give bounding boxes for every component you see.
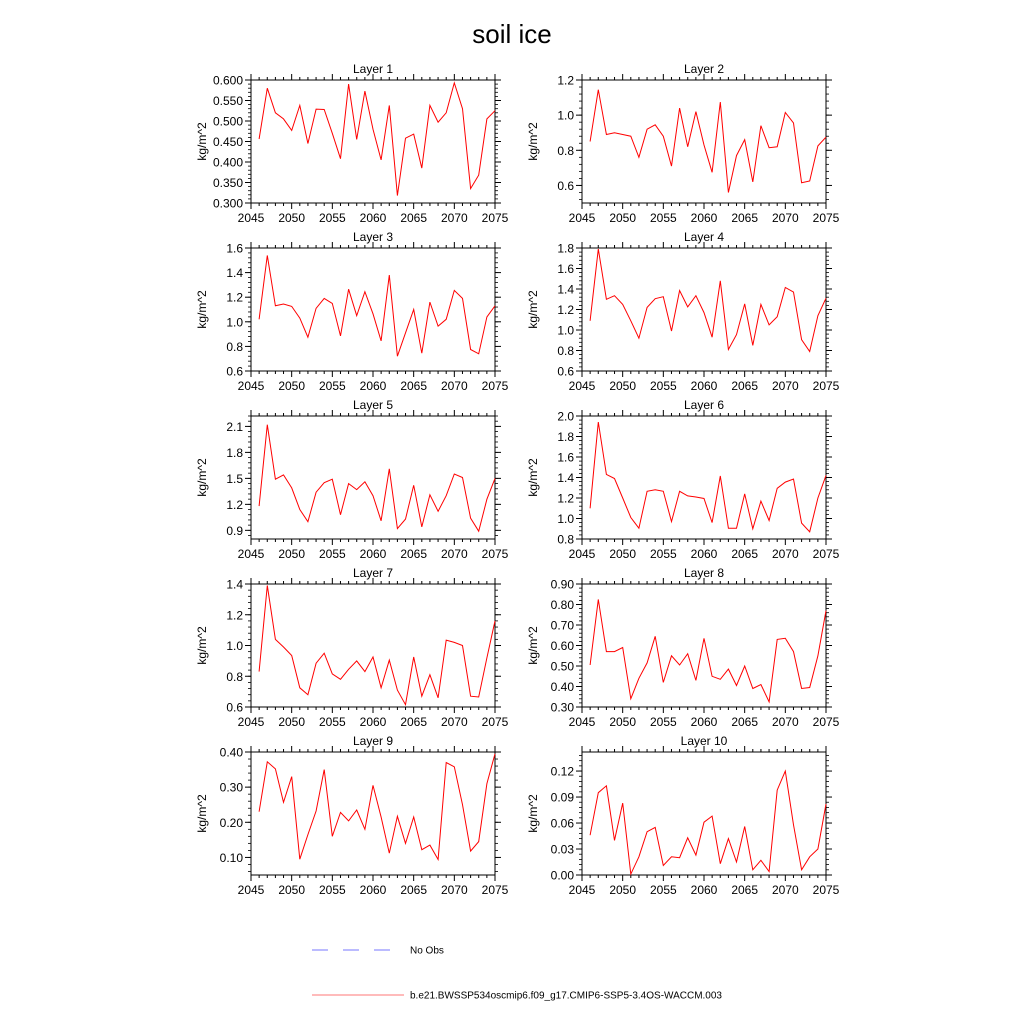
x-tick-label: 2050	[609, 211, 637, 225]
y-axis-label: kg/m^2	[195, 290, 209, 329]
panel-title: Layer 2	[683, 62, 725, 76]
y-tick-label: 2.0	[557, 409, 574, 424]
x-tick-label: 2070	[440, 211, 468, 225]
series-line	[590, 422, 826, 532]
x-tick-label: 2060	[690, 883, 718, 897]
x-tick-label: 2075	[481, 883, 509, 897]
x-tick-label: 2045	[237, 379, 265, 393]
panel-title: Layer 3	[352, 230, 394, 244]
y-tick-label: 1.8	[557, 430, 574, 444]
x-tick-label: 2070	[771, 547, 799, 561]
panel-title: Layer 8	[683, 566, 725, 580]
x-tick-label: 2060	[359, 379, 387, 393]
panel-1	[195, 62, 509, 225]
y-tick-label: 0.70	[550, 618, 574, 633]
series-line	[259, 83, 495, 196]
y-tick-label: 0.6	[226, 364, 243, 379]
panel-7	[195, 566, 509, 729]
x-tick-label: 2045	[568, 379, 596, 393]
x-tick-label: 2045	[237, 715, 265, 729]
y-tick-label: 1.0	[226, 639, 243, 653]
x-tick-label: 2060	[359, 211, 387, 225]
x-tick-label: 2070	[440, 379, 468, 393]
y-tick-label: 0.400	[212, 155, 243, 170]
panel-6	[526, 398, 840, 561]
panel-3	[195, 230, 509, 393]
y-tick-label: 1.6	[557, 262, 574, 276]
x-tick-label: 2055	[318, 379, 346, 393]
y-axis-label: kg/m^2	[195, 794, 209, 833]
y-axis-label: kg/m^2	[526, 458, 540, 497]
y-tick-label: 0.80	[550, 598, 574, 612]
chart-title: soil ice	[472, 19, 552, 49]
panel-title: Layer 5	[352, 398, 394, 412]
panel-title: Layer 7	[352, 566, 394, 580]
y-axis-label: kg/m^2	[526, 290, 540, 329]
y-tick-label: 0.03	[550, 842, 574, 857]
x-tick-label: 2075	[812, 211, 840, 225]
y-tick-label: 0.500	[212, 114, 243, 129]
y-tick-label: 0.06	[550, 816, 574, 831]
x-tick-label: 2060	[359, 883, 387, 897]
y-axis-label: kg/m^2	[195, 122, 209, 161]
x-tick-label: 2065	[400, 211, 428, 225]
x-tick-label: 2075	[812, 883, 840, 897]
x-tick-label: 2045	[568, 883, 596, 897]
y-tick-label: 0.30	[219, 780, 243, 795]
x-tick-label: 2045	[568, 715, 596, 729]
x-tick-label: 2045	[568, 547, 596, 561]
x-tick-label: 2050	[278, 883, 306, 897]
y-tick-label: 0.40	[550, 680, 574, 694]
panel-title: Layer 1	[352, 62, 394, 76]
y-tick-label: 0.450	[212, 135, 243, 149]
legend	[312, 946, 722, 1002]
series-line	[259, 754, 495, 860]
y-tick-label: 0.550	[212, 94, 243, 108]
y-tick-label: 1.4	[557, 471, 574, 485]
y-tick-label: 0.40	[219, 745, 243, 760]
y-tick-label: 1.4	[226, 266, 243, 281]
y-tick-label: 0.600	[212, 73, 243, 88]
y-axis-label: kg/m^2	[526, 122, 540, 161]
y-tick-label: 0.6	[226, 700, 243, 715]
x-tick-label: 2045	[568, 211, 596, 225]
panel-4	[526, 230, 840, 393]
y-tick-label: 1.8	[557, 241, 574, 256]
x-tick-label: 2055	[649, 547, 677, 561]
series-line	[590, 90, 826, 193]
panel-8	[526, 566, 840, 729]
x-tick-label: 2050	[278, 379, 306, 393]
x-tick-label: 2065	[731, 715, 759, 729]
panel-9	[195, 734, 509, 897]
y-tick-label: 0.12	[550, 764, 574, 779]
x-tick-label: 2070	[440, 883, 468, 897]
series-line	[259, 586, 495, 705]
series-line	[259, 255, 495, 356]
x-tick-label: 2075	[812, 379, 840, 393]
x-tick-label: 2070	[440, 547, 468, 561]
x-tick-label: 2070	[440, 715, 468, 729]
y-tick-label: 2.1	[226, 419, 243, 434]
y-tick-label: 0.8	[557, 532, 574, 547]
plot-frame	[582, 752, 826, 875]
series-line	[590, 771, 826, 874]
plot-frame	[582, 80, 826, 203]
legend-label-model: b.e21.BWSSP534oscmip6.f09_g17.CMIP6-SSP5-3.4OS-WACCM.003	[410, 990, 722, 1002]
x-tick-label: 2055	[649, 379, 677, 393]
x-tick-label: 2060	[359, 715, 387, 729]
plot-frame	[251, 584, 495, 707]
x-tick-label: 2055	[649, 883, 677, 897]
plot-frame	[251, 80, 495, 203]
y-tick-label: 1.0	[557, 108, 574, 123]
y-tick-label: 0.8	[557, 344, 574, 358]
x-tick-label: 2055	[318, 883, 346, 897]
x-tick-label: 2050	[278, 211, 306, 225]
y-tick-label: 1.6	[226, 241, 243, 256]
x-tick-label: 2055	[318, 211, 346, 225]
x-tick-label: 2075	[481, 547, 509, 561]
x-tick-label: 2075	[481, 211, 509, 225]
x-tick-label: 2065	[400, 715, 428, 729]
x-tick-label: 2050	[609, 883, 637, 897]
y-tick-label: 0.8	[226, 669, 243, 684]
x-tick-label: 2050	[609, 547, 637, 561]
y-tick-label: 0.6	[557, 364, 574, 379]
y-tick-label: 1.5	[226, 471, 243, 486]
x-tick-label: 2075	[812, 547, 840, 561]
x-tick-label: 2065	[731, 379, 759, 393]
x-tick-label: 2075	[481, 715, 509, 729]
x-tick-label: 2070	[771, 883, 799, 897]
x-tick-label: 2065	[400, 883, 428, 897]
y-tick-label: 0.6	[557, 178, 574, 193]
y-tick-label: 1.8	[226, 445, 243, 460]
y-tick-label: 1.0	[557, 512, 574, 526]
y-tick-label: 1.2	[557, 303, 574, 317]
plot-frame	[582, 248, 826, 371]
x-tick-label: 2060	[690, 379, 718, 393]
y-tick-label: 0.60	[550, 639, 574, 653]
y-tick-label: 0.90	[550, 577, 574, 592]
panel-10	[526, 734, 840, 897]
plot-frame	[251, 752, 495, 875]
panel-title: Layer 6	[683, 398, 725, 412]
y-tick-label: 0.00	[550, 868, 574, 883]
legend-label-no-obs: No Obs	[410, 945, 444, 957]
x-tick-label: 2050	[278, 547, 306, 561]
y-tick-label: 0.10	[219, 850, 243, 865]
x-tick-label: 2055	[649, 211, 677, 225]
y-tick-label: 1.0	[557, 323, 574, 338]
x-tick-label: 2075	[481, 379, 509, 393]
y-tick-label: 1.2	[226, 608, 243, 623]
y-tick-label: 0.350	[212, 176, 243, 190]
x-tick-label: 2050	[609, 715, 637, 729]
y-axis-label: kg/m^2	[526, 794, 540, 833]
y-tick-label: 0.30	[550, 700, 574, 715]
panel-title: Layer 9	[352, 734, 394, 748]
y-tick-label: 1.4	[557, 282, 574, 297]
y-tick-label: 1.4	[226, 577, 243, 592]
x-tick-label: 2055	[318, 715, 346, 729]
y-tick-label: 1.0	[226, 315, 243, 330]
y-tick-label: 1.2	[226, 497, 243, 512]
x-tick-label: 2065	[400, 547, 428, 561]
x-tick-label: 2065	[731, 883, 759, 897]
panel-title: Layer 10	[680, 734, 728, 748]
y-tick-label: 0.8	[557, 143, 574, 158]
x-tick-label: 2060	[690, 211, 718, 225]
y-tick-label: 0.20	[219, 815, 243, 830]
x-tick-label: 2060	[690, 715, 718, 729]
y-tick-label: 1.2	[557, 491, 574, 506]
x-tick-label: 2070	[771, 379, 799, 393]
x-tick-label: 2065	[731, 211, 759, 225]
x-tick-label: 2075	[812, 715, 840, 729]
x-tick-label: 2055	[649, 715, 677, 729]
plot-frame	[251, 416, 495, 539]
series-line	[590, 249, 826, 352]
x-tick-label: 2045	[237, 883, 265, 897]
x-tick-label: 2065	[731, 547, 759, 561]
y-axis-label: kg/m^2	[526, 626, 540, 665]
x-tick-label: 2060	[690, 547, 718, 561]
plot-frame	[582, 416, 826, 539]
y-tick-label: 1.2	[557, 73, 574, 88]
y-tick-label: 0.50	[550, 659, 574, 674]
series-line	[259, 425, 495, 532]
y-tick-label: 0.09	[550, 790, 574, 805]
y-tick-label: 0.8	[226, 339, 243, 354]
series-line	[590, 599, 826, 702]
x-tick-label: 2055	[318, 547, 346, 561]
panel-5	[195, 398, 509, 561]
x-tick-label: 2050	[609, 379, 637, 393]
y-tick-label: 0.300	[212, 196, 243, 211]
y-axis-label: kg/m^2	[195, 626, 209, 665]
x-tick-label: 2070	[771, 715, 799, 729]
x-tick-label: 2045	[237, 211, 265, 225]
y-axis-label: kg/m^2	[195, 458, 209, 497]
x-tick-label: 2070	[771, 211, 799, 225]
y-tick-label: 0.9	[226, 523, 243, 538]
panel-title: Layer 4	[683, 230, 725, 244]
y-tick-label: 1.6	[557, 450, 574, 465]
x-tick-label: 2060	[359, 547, 387, 561]
plot-frame	[251, 248, 495, 371]
panel-2	[526, 62, 840, 225]
x-tick-label: 2045	[237, 547, 265, 561]
y-tick-label: 1.2	[226, 290, 243, 305]
x-tick-label: 2050	[278, 715, 306, 729]
x-tick-label: 2065	[400, 379, 428, 393]
